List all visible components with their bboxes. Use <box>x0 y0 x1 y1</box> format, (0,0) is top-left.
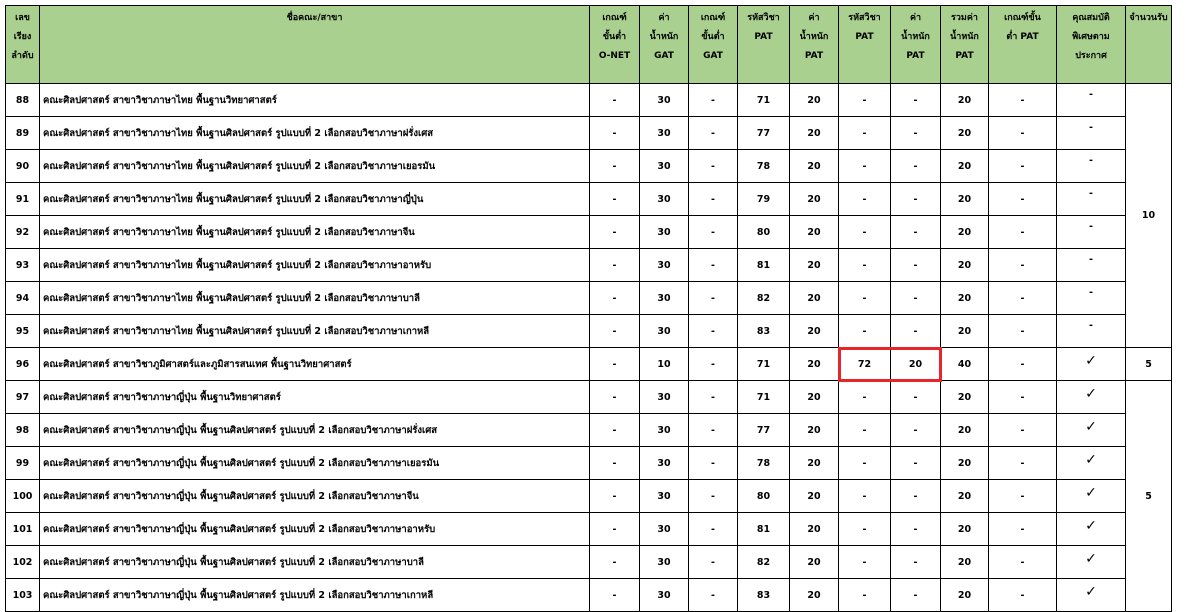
row-number-cell: 98 <box>6 414 40 447</box>
pat-min-cell: - <box>989 414 1057 447</box>
header-text: ประกาศ <box>1075 51 1107 61</box>
onet-min-cell: - <box>590 381 640 414</box>
header-text: ขั้นต่ำ <box>701 32 725 42</box>
faculty-major-cell: คณะศิลปศาสตร์ สาขาวิชาภูมิศาสตร์และภูมิสารสนเทศ พื้นฐานวิทยาศาสตร์ <box>40 348 590 381</box>
header-text: เรียง <box>13 32 32 42</box>
pat-weight-cell: 20 <box>790 150 839 183</box>
pat-weight-cell: 20 <box>790 513 839 546</box>
pat-code-2-cell: - <box>839 447 891 480</box>
faculty-major-cell: คณะศิลปศาสตร์ สาขาวิชาภาษาไทย พื้นฐานศิลปศาสตร์ รูปแบบที่ 2 เลือกสอบวิชาภาษาญี่ปุ่น <box>40 183 590 216</box>
pat-total-weight-cell: 20 <box>941 117 989 150</box>
pat-weight-cell: 20 <box>790 414 839 447</box>
header-text: GAT <box>654 51 674 61</box>
pat-weight-cell: 20 <box>790 348 839 381</box>
faculty-major-cell: คณะศิลปศาสตร์ สาขาวิชาภาษาญี่ปุ่น พื้นฐานศิลปศาสตร์ รูปแบบที่ 2 เลือกสอบวิชาภาษาบาลี <box>40 546 590 579</box>
pat-code-cell: 79 <box>738 183 790 216</box>
onet-min-cell: - <box>590 480 640 513</box>
gat-weight-cell: 30 <box>640 150 689 183</box>
table-row <box>6 183 1172 216</box>
gat-min-cell: - <box>689 282 738 315</box>
pat-code-cell: 78 <box>738 150 790 183</box>
pat-weight-2-cell: - <box>891 150 941 183</box>
gat-min-cell: - <box>689 315 738 348</box>
row-number-cell: 92 <box>6 216 40 249</box>
pat-weight-cell: 20 <box>790 117 839 150</box>
pat-total-weight-cell: 40 <box>941 348 989 381</box>
header-gat-weight <box>640 6 689 84</box>
special-qualification-cell: - <box>1057 150 1126 183</box>
row-number-cell: 88 <box>6 84 40 117</box>
pat-code-cell: 82 <box>738 546 790 579</box>
pat-weight-2-cell: - <box>891 414 941 447</box>
faculty-major-cell: คณะศิลปศาสตร์ สาขาวิชาภาษาญี่ปุ่น พื้นฐานศิลปศาสตร์ รูปแบบที่ 2 เลือกสอบวิชาภาษาเกาหลี <box>40 579 590 612</box>
pat-code-cell: 82 <box>738 282 790 315</box>
header-text: PAT <box>906 51 925 61</box>
row-number-cell: 99 <box>6 447 40 480</box>
onet-min-cell: - <box>590 447 640 480</box>
gat-min-cell: - <box>689 348 738 381</box>
pat-code-cell: 71 <box>738 84 790 117</box>
special-qualification-cell: - <box>1057 315 1126 348</box>
pat-total-weight-cell: 20 <box>941 183 989 216</box>
faculty-major-cell: คณะศิลปศาสตร์ สาขาวิชาภาษาญี่ปุ่น พื้นฐานศิลปศาสตร์ รูปแบบที่ 2 เลือกสอบวิชาภาษาฝรั่งเศส <box>40 414 590 447</box>
special-qualification-cell: ✓ <box>1057 579 1126 612</box>
row-number-cell: 93 <box>6 249 40 282</box>
pat-weight-2-cell: - <box>891 282 941 315</box>
pat-code-2-cell: - <box>839 315 891 348</box>
onet-min-cell: - <box>590 579 640 612</box>
header-text: GAT <box>703 51 723 61</box>
onet-min-cell: - <box>590 513 640 546</box>
pat-total-weight-cell: 20 <box>941 513 989 546</box>
faculty-major-cell: คณะศิลปศาสตร์ สาขาวิชาภาษาไทย พื้นฐานศิลปศาสตร์ รูปแบบที่ 2 เลือกสอบวิชาภาษาเกาหลี <box>40 315 590 348</box>
gat-weight-cell: 30 <box>640 117 689 150</box>
header-text: O-NET <box>598 51 631 61</box>
pat-weight-cell: 20 <box>790 216 839 249</box>
pat-weight-2-cell: 20 <box>891 348 941 381</box>
gat-weight-cell: 30 <box>640 183 689 216</box>
pat-code-cell: 80 <box>738 216 790 249</box>
header-text: น้ำหนัก <box>799 32 829 42</box>
faculty-major-cell: คณะศิลปศาสตร์ สาขาวิชาภาษาไทย พื้นฐานศิลปศาสตร์ รูปแบบที่ 2 เลือกสอบวิชาภาษาเยอรมัน <box>40 150 590 183</box>
pat-total-weight-cell: 20 <box>941 150 989 183</box>
pat-min-cell: - <box>989 183 1057 216</box>
header-row <box>6 6 1172 84</box>
gat-weight-cell: 30 <box>640 216 689 249</box>
pat-weight-cell: 20 <box>790 183 839 216</box>
header-text: คุณสมบัติ <box>1072 13 1110 23</box>
special-qualification-cell: ✓ <box>1057 447 1126 480</box>
header-pat-min <box>989 6 1057 84</box>
gat-min-cell: - <box>689 183 738 216</box>
table-row <box>6 546 1172 579</box>
quota-cell: 5 <box>1126 348 1172 381</box>
pat-total-weight-cell: 20 <box>941 447 989 480</box>
row-number-cell: 96 <box>6 348 40 381</box>
pat-min-cell: - <box>989 381 1057 414</box>
header-text: น้ำหนัก <box>950 32 979 42</box>
gat-weight-cell: 30 <box>640 315 689 348</box>
special-qualification-cell: ✓ <box>1057 480 1126 513</box>
pat-code-cell: 80 <box>738 480 790 513</box>
gat-weight-cell: 30 <box>640 381 689 414</box>
table-row <box>6 84 1172 117</box>
row-number-cell: 97 <box>6 381 40 414</box>
onet-min-cell: - <box>590 414 640 447</box>
onet-min-cell: - <box>590 216 640 249</box>
table-row <box>6 579 1172 612</box>
header-text: ต่ำ PAT <box>1006 32 1039 42</box>
pat-min-cell: - <box>989 249 1057 282</box>
header-quota <box>1126 6 1172 84</box>
onet-min-cell: - <box>590 249 640 282</box>
onet-min-cell: - <box>590 282 640 315</box>
pat-min-cell: - <box>989 282 1057 315</box>
pat-code-2-cell: - <box>839 381 891 414</box>
pat-code-2-cell: - <box>839 216 891 249</box>
table-body <box>6 84 1172 612</box>
gat-min-cell: - <box>689 546 738 579</box>
gat-weight-cell: 30 <box>640 546 689 579</box>
admission-criteria-table <box>5 5 1172 612</box>
pat-code-cell: 77 <box>738 414 790 447</box>
pat-weight-cell: 20 <box>790 579 839 612</box>
onet-min-cell: - <box>590 84 640 117</box>
pat-weight-2-cell: - <box>891 480 941 513</box>
table-row <box>6 216 1172 249</box>
gat-weight-cell: 30 <box>640 480 689 513</box>
pat-total-weight-cell: 20 <box>941 480 989 513</box>
header-text: เกณฑ์ขั้น <box>1004 13 1041 23</box>
pat-code-2-cell: - <box>839 117 891 150</box>
row-number-cell: 90 <box>6 150 40 183</box>
header-text: PAT <box>955 51 974 61</box>
pat-weight-cell: 20 <box>790 315 839 348</box>
table-row <box>6 315 1172 348</box>
special-qualification-cell: - <box>1057 216 1126 249</box>
pat-weight-cell: 20 <box>790 480 839 513</box>
special-qualification-cell: ✓ <box>1057 381 1126 414</box>
pat-weight-cell: 20 <box>790 381 839 414</box>
faculty-major-cell: คณะศิลปศาสตร์ สาขาวิชาภาษาญี่ปุ่น พื้นฐานศิลปศาสตร์ รูปแบบที่ 2 เลือกสอบวิชาภาษาเยอรมัน <box>40 447 590 480</box>
pat-total-weight-cell: 20 <box>941 315 989 348</box>
pat-code-2-cell: - <box>839 249 891 282</box>
pat-code-cell: 83 <box>738 315 790 348</box>
pat-code-2-cell: - <box>839 414 891 447</box>
pat-code-2-cell: - <box>839 282 891 315</box>
row-number-cell: 94 <box>6 282 40 315</box>
pat-weight-2-cell: - <box>891 216 941 249</box>
pat-weight-cell: 20 <box>790 546 839 579</box>
pat-code-2-cell: - <box>839 150 891 183</box>
header-pat-weight-2 <box>891 6 941 84</box>
special-qualification-cell: - <box>1057 282 1126 315</box>
table-row <box>6 249 1172 282</box>
special-qualification-cell: ✓ <box>1057 348 1126 381</box>
gat-weight-cell: 30 <box>640 447 689 480</box>
header-pat-weight <box>790 6 839 84</box>
gat-min-cell: - <box>689 150 738 183</box>
pat-code-2-cell: - <box>839 480 891 513</box>
quota-cell: 10 <box>1126 84 1172 348</box>
pat-weight-2-cell: - <box>891 183 941 216</box>
onet-min-cell: - <box>590 117 640 150</box>
header-gat-min <box>689 6 738 84</box>
header-text: ลำดับ <box>11 51 34 61</box>
table-row <box>6 150 1172 183</box>
onet-min-cell: - <box>590 315 640 348</box>
quota-cell: 5 <box>1126 381 1172 612</box>
header-text: ชื่อคณะ/สาขา <box>286 13 343 23</box>
pat-min-cell: - <box>989 447 1057 480</box>
pat-total-weight-cell: 20 <box>941 249 989 282</box>
header-onet-min <box>590 6 640 84</box>
pat-code-cell: 77 <box>738 117 790 150</box>
row-number-cell: 95 <box>6 315 40 348</box>
pat-weight-2-cell: - <box>891 381 941 414</box>
pat-min-cell: - <box>989 348 1057 381</box>
pat-weight-2-cell: - <box>891 117 941 150</box>
faculty-major-cell: คณะศิลปศาสตร์ สาขาวิชาภาษาไทย พื้นฐานวิทยาศาสตร์ <box>40 84 590 117</box>
pat-code-2-cell: - <box>839 183 891 216</box>
gat-min-cell: - <box>689 117 738 150</box>
row-number-cell: 103 <box>6 579 40 612</box>
pat-total-weight-cell: 20 <box>941 579 989 612</box>
header-text: รหัสวิชา <box>848 13 881 23</box>
header-text: ขั้นต่ำ <box>602 32 627 42</box>
header-text: เกณฑ์ <box>700 13 726 23</box>
gat-min-cell: - <box>689 579 738 612</box>
faculty-major-cell: คณะศิลปศาสตร์ สาขาวิชาภาษาไทย พื้นฐานศิลปศาสตร์ รูปแบบที่ 2 เลือกสอบวิชาภาษาฝรั่งเศส <box>40 117 590 150</box>
table-row <box>6 414 1172 447</box>
header-text: PAT <box>754 32 773 42</box>
pat-weight-2-cell: - <box>891 579 941 612</box>
pat-min-cell: - <box>989 579 1057 612</box>
pat-min-cell: - <box>989 117 1057 150</box>
row-number-cell: 89 <box>6 117 40 150</box>
table-row <box>6 348 1172 381</box>
gat-weight-cell: 10 <box>640 348 689 381</box>
gat-weight-cell: 30 <box>640 579 689 612</box>
header-text: เกณฑ์ <box>602 13 627 23</box>
pat-total-weight-cell: 20 <box>941 414 989 447</box>
pat-code-cell: 71 <box>738 381 790 414</box>
pat-weight-cell: 20 <box>790 249 839 282</box>
faculty-major-cell: คณะศิลปศาสตร์ สาขาวิชาภาษาญี่ปุ่น พื้นฐานศิลปศาสตร์ รูปแบบที่ 2 เลือกสอบวิชาภาษาอาหรับ <box>40 513 590 546</box>
special-qualification-cell: - <box>1057 249 1126 282</box>
pat-total-weight-cell: 20 <box>941 216 989 249</box>
pat-code-2-cell: - <box>839 546 891 579</box>
faculty-major-cell: คณะศิลปศาสตร์ สาขาวิชาภาษาไทย พื้นฐานศิลปศาสตร์ รูปแบบที่ 2 เลือกสอบวิชาภาษาบาลี <box>40 282 590 315</box>
faculty-major-cell: คณะศิลปศาสตร์ สาขาวิชาภาษาญี่ปุ่น พื้นฐานศิลปศาสตร์ รูปแบบที่ 2 เลือกสอบวิชาภาษาจีน <box>40 480 590 513</box>
table-row <box>6 282 1172 315</box>
pat-weight-cell: 20 <box>790 84 839 117</box>
header-text: พิเศษตาม <box>1072 32 1110 42</box>
header-pat-code <box>738 6 790 84</box>
faculty-major-cell: คณะศิลปศาสตร์ สาขาวิชาภาษาญี่ปุ่น พื้นฐานวิทยาศาสตร์ <box>40 381 590 414</box>
header-text: จำนวนรับ <box>1129 13 1168 23</box>
header-text: ค่า <box>909 13 922 23</box>
row-number-cell: 100 <box>6 480 40 513</box>
special-qualification-cell: ✓ <box>1057 546 1126 579</box>
gat-min-cell: - <box>689 216 738 249</box>
pat-min-cell: - <box>989 315 1057 348</box>
pat-code-2-cell: - <box>839 579 891 612</box>
pat-weight-cell: 20 <box>790 447 839 480</box>
special-qualification-cell: - <box>1057 84 1126 117</box>
pat-code-2-cell: - <box>839 84 891 117</box>
header-text: เลข <box>15 13 30 23</box>
table-row <box>6 381 1172 414</box>
pat-code-cell: 78 <box>738 447 790 480</box>
pat-weight-2-cell: - <box>891 546 941 579</box>
pat-min-cell: - <box>989 546 1057 579</box>
table-row <box>6 513 1172 546</box>
header-text: ค่า <box>658 13 670 23</box>
pat-weight-cell: 20 <box>790 282 839 315</box>
gat-weight-cell: 30 <box>640 84 689 117</box>
header-text: น้ำหนัก <box>649 32 679 42</box>
gat-min-cell: - <box>689 513 738 546</box>
pat-total-weight-cell: 20 <box>941 381 989 414</box>
header-text: รหัสวิชา <box>747 13 780 23</box>
pat-weight-2-cell: - <box>891 513 941 546</box>
header-faculty-major <box>40 6 590 84</box>
special-qualification-cell: ✓ <box>1057 414 1126 447</box>
gat-min-cell: - <box>689 414 738 447</box>
faculty-major-cell: คณะศิลปศาสตร์ สาขาวิชาภาษาไทย พื้นฐานศิลปศาสตร์ รูปแบบที่ 2 เลือกสอบวิชาภาษาจีน <box>40 216 590 249</box>
header-text: ค่า <box>808 13 820 23</box>
header-text: น้ำหนัก <box>901 32 930 42</box>
pat-min-cell: - <box>989 84 1057 117</box>
row-number-cell: 101 <box>6 513 40 546</box>
pat-code-cell: 83 <box>738 579 790 612</box>
gat-weight-cell: 30 <box>640 414 689 447</box>
special-qualification-cell: ✓ <box>1057 513 1126 546</box>
pat-code-2-cell: 72 <box>839 348 891 381</box>
pat-min-cell: - <box>989 216 1057 249</box>
gat-weight-cell: 30 <box>640 249 689 282</box>
special-qualification-cell: - <box>1057 183 1126 216</box>
pat-min-cell: - <box>989 480 1057 513</box>
table-row <box>6 117 1172 150</box>
table-row <box>6 480 1172 513</box>
gat-min-cell: - <box>689 84 738 117</box>
gat-min-cell: - <box>689 480 738 513</box>
pat-code-cell: 81 <box>738 249 790 282</box>
header-special-qualification <box>1057 6 1126 84</box>
pat-total-weight-cell: 20 <box>941 282 989 315</box>
pat-code-2-cell: - <box>839 513 891 546</box>
onet-min-cell: - <box>590 183 640 216</box>
header-text: PAT <box>855 32 874 42</box>
pat-weight-2-cell: - <box>891 447 941 480</box>
gat-min-cell: - <box>689 249 738 282</box>
onet-min-cell: - <box>590 150 640 183</box>
row-number-cell: 91 <box>6 183 40 216</box>
header-row-no <box>6 6 40 84</box>
pat-weight-2-cell: - <box>891 249 941 282</box>
header-pat-code-2 <box>839 6 891 84</box>
gat-min-cell: - <box>689 381 738 414</box>
pat-total-weight-cell: 20 <box>941 84 989 117</box>
pat-code-cell: 71 <box>738 348 790 381</box>
pat-min-cell: - <box>989 513 1057 546</box>
gat-weight-cell: 30 <box>640 513 689 546</box>
header-text: รวมค่า <box>951 13 978 23</box>
pat-total-weight-cell: 20 <box>941 546 989 579</box>
pat-weight-2-cell: - <box>891 84 941 117</box>
faculty-major-cell: คณะศิลปศาสตร์ สาขาวิชาภาษาไทย พื้นฐานศิลปศาสตร์ รูปแบบที่ 2 เลือกสอบวิชาภาษาอาหรับ <box>40 249 590 282</box>
pat-min-cell: - <box>989 150 1057 183</box>
header-text: PAT <box>804 51 824 61</box>
pat-weight-2-cell: - <box>891 315 941 348</box>
pat-code-cell: 81 <box>738 513 790 546</box>
gat-weight-cell: 30 <box>640 282 689 315</box>
special-qualification-cell: - <box>1057 117 1126 150</box>
gat-min-cell: - <box>689 447 738 480</box>
row-number-cell: 102 <box>6 546 40 579</box>
onet-min-cell: - <box>590 546 640 579</box>
table-row <box>6 447 1172 480</box>
onet-min-cell: - <box>590 348 640 381</box>
header-pat-total-weight <box>941 6 989 84</box>
